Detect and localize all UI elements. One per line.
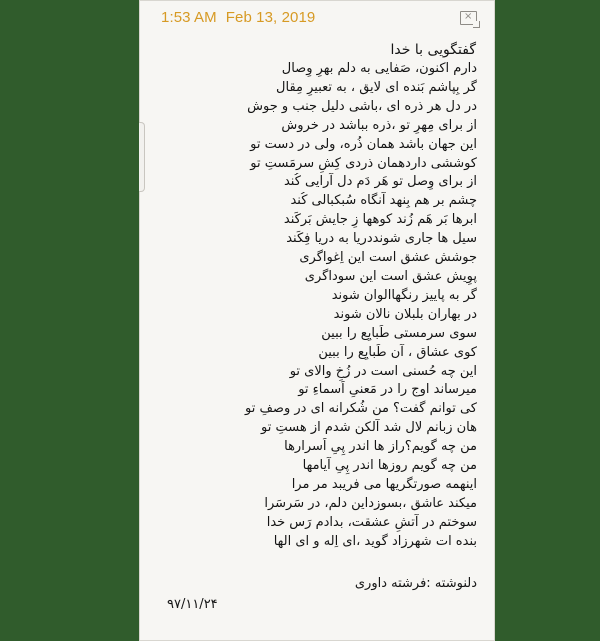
poem-line: کی توانم گفت؟ من شُکرانه ای در وصفِ تو [245, 401, 477, 417]
poem-line: گر به پاییز رنگهاالوان شوند [331, 287, 477, 303]
note-page[interactable] [139, 0, 495, 641]
note-timestamp [161, 9, 315, 26]
poem-line: سوختم در آتشِ عشقت، بدادم رَس خدا [266, 514, 477, 530]
poem-line: دارم اکنون، صَفایی به دلم بهرِ وِصال [281, 61, 477, 76]
poem-line: این جهان باشد همان ذُره، ولی در دست تو [250, 136, 477, 152]
left-drag-handle[interactable] [139, 122, 145, 192]
poem-line: کوی عشاق ، آن طَبایِع را ببین [318, 344, 477, 360]
poem-date: ۹۷/۱۱/۲۴ [167, 597, 218, 612]
poem-lines [149, 60, 477, 552]
poem-title: گفتگویی با خدا [390, 42, 476, 58]
poem-line: سیل ها جاری شونددریا به دریا فِکَند [286, 231, 477, 247]
poem-line: از برای وِصل تو هَر دَم دل آرایی کُند [283, 174, 477, 190]
poem-line: میکند عاشق ،بسوزداین دلم، در سَرسَرا [264, 495, 477, 511]
poem-line: پوِیش عشق است این سوداگری [304, 268, 477, 284]
note-content[interactable] [149, 40, 477, 552]
poem-line: چشم بر هم بِنهد آنگاه سُبکبالی کُند [290, 193, 477, 209]
note-header [161, 5, 477, 29]
poem-line: من چه گویم؟راز ها اندر پِیِ اَسرارها [284, 439, 477, 455]
note-time: 1:53 AM [161, 8, 217, 26]
poem-line: کوششی داردهمان ذردی کِشِ سرمَستِ تو [250, 155, 477, 171]
poem-line: ابرها بَر هَم زُند کوهها زِ جایش بَرکَند [283, 212, 477, 228]
poem-line: بنده ات شهرزاد گوید ،ای اِله و ای الها [273, 533, 477, 549]
close-icon: × [464, 11, 473, 22]
poem-line: در دل هر ذره ای ،باشی دلیل جنب و جوش [247, 98, 477, 114]
reminder-dismiss-icon[interactable] [460, 11, 477, 25]
poem-line: در بهاران بلبلان نالان شوند [333, 306, 477, 322]
note-date: Feb 13, 2019 [225, 8, 316, 26]
poem-line: گر بِپاشم بَنده ای لایق ، به تعبیرِ مِقال [276, 79, 477, 95]
poem-line: سوی سرمستی طَبایِع را ببین [321, 325, 477, 341]
poem-line: میرساند اوج را در مَعنیِ اَسماءِ تو [298, 382, 477, 398]
poem-line: جوشش عشق است این اِغواگری [299, 250, 477, 266]
poem-signature: دلنوشته :فرشته داوری [354, 576, 477, 591]
poem-line: اینهمه صورتگریها می فریبد مر مرا [291, 476, 477, 492]
poem-line: من چه گویم روزها اندر پِیِ آیامها [302, 458, 477, 474]
poem-line: از برای مِهرِ تو ،ذره بباشد در خروش [281, 117, 477, 133]
poem-line: هان زبانم لال شد آلکن شدم از هستِ تو [261, 420, 477, 436]
poem-line: این چه حُسنی است در زُخِ والای تو [289, 363, 477, 379]
